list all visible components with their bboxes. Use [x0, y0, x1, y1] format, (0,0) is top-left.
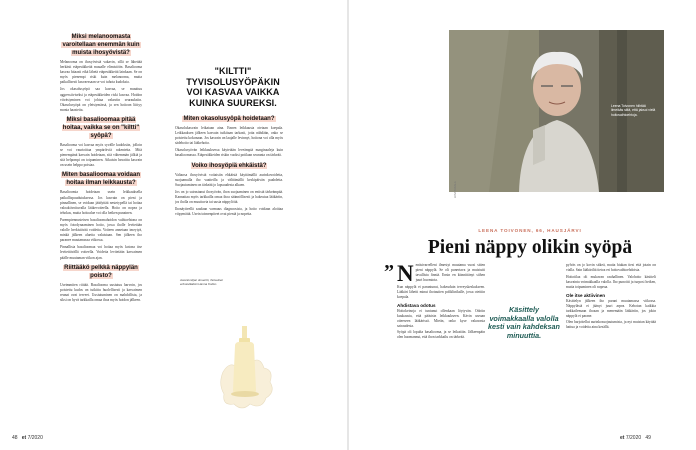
paragraph: Kun näppylä ei parantunut, hakeuduin terveyskeskukseen. Lääkäri lähetti minut ihotautien poliklinikalle, jossa otettiin koepala. — [397, 284, 485, 299]
right-column-2 — [566, 263, 656, 428]
paragraph: Valtaosa ihosyövistä voitaisiin ehkäistä käyttämällä aurinkovoidetta, suojaamalla iho vaatteilla ja välttämällä keskipäivän paahdetta. Suojautuminen on tärkeää jo lapsuudesta alkaen. — [175, 172, 283, 187]
paragraph: Käsittelyn jälkeen iho parani muutamassa viikossa. Näppylästä ei jäänyt juuri arpea. Kehotan kaikkia tarkkailemaan ihoaan ja menemään lääkäriin, jos jokin näppylä ei parane. — [566, 298, 656, 318]
subheading-anxious-wait: Ahdistava odotus — [397, 302, 436, 308]
paragraph: Jos okasolusyöpä saa kasvaa, se muuttuu aggressiiviseksi ja etäpesäkkeiden riski kasvaa. Hoidon viivästyminen voi johtaa vakaviin seurauksiin. Okasolusyöpä on yleistymässä, ja sen hoitoon liittyy monia haasteita. — [60, 87, 142, 112]
paragraph: Jos on jo sairastanut ihosyövän, ihon suojaaminen on entistä tärkeämpää. Kannattaa myös tarkkailla omaa ihoa säännöllisesti ja hakeutua lääkäriin, jos iholla on muuttuvia tai uusia näppylöitä. — [175, 189, 283, 205]
left-column-1 — [60, 30, 142, 430]
paragraph: Hoitotilaa oli mukavan rauhallinen. Valohoito käsitteli kasvainta voimakkaalla valolla. Iho punoitti ja turposi hetken, mutta toipuminen oli nopeaa. — [566, 274, 656, 289]
subheading-be-active: Ole itse aktiivinen — [566, 292, 606, 298]
paragraph: Useimmiten riittää. Basaliooma uusiutuu harvoin, jos poistettu kudos on tutkittu huolellisesti ja kasvaimen reunat ovat terveet. Uusiutuminen on mahdollista, ja siksi on hyvä tarkkailla omaa ihoa myös hoidon jälkeen. — [60, 282, 142, 302]
paragraph: Ihonäytteellä saadaan varmuus diagnoosista, ja hoito voidaan aloittaa viipymättä. Usein toimenpiteet ovat pieniä ja nopeita. — [175, 207, 283, 217]
folio-left — [12, 435, 43, 441]
quote-mark-icon: ” — [384, 261, 394, 283]
issue-number: 7/2020 — [27, 435, 43, 441]
subheading-basalioma: Miksi basalioomaa pitää hoitaa, vaikka se on "kiltti" syöpä? — [62, 116, 140, 139]
folio-right — [620, 435, 651, 441]
paragraph: Okasolusyövän leikkauksessa käytetään leveämpiä marginaaleja kuin basalioomassa. Etäpesäkkeiden riskin vuoksi potilaan seuranta on tärkeää. — [175, 148, 283, 158]
photo-credit: LIISA TAKALA — [454, 181, 457, 198]
mid-pull-quote: Käsittely voimakkaalla valolla kesti vain kahdeksan minuuttia. — [488, 305, 560, 340]
issue-number: 7/2020 — [625, 435, 642, 441]
drop-cap: N — [397, 263, 414, 286]
paragraph: Parempiennusteisen basalioomahoidon vaihtoehtona on myös fotodynaaminen hoito, jossa iholle levitetään valolle herkistävää voidetta. Voiteen annetaan imeytyä, minkä jälkeen aluetta valaistaan. Sen jälkeen iho paranee muutamassa viikossa. — [60, 217, 142, 243]
page-number: 49 — [645, 435, 651, 441]
paragraph: Syöpä oli lopulta basaliooma, ja se leikattiin. Jälkeenpäin olen huomannut, että ihon tarkkailu on tärkeää. — [397, 330, 485, 339]
subheading-removal: Riittääkö pelkkä näppylän poisto? — [64, 264, 138, 279]
subheading-melanoma: Miksi melanoomasta varoitellaan enemmän kuin muista ihosyövistä? — [62, 34, 140, 56]
paragraph: Hoitokeinoja ei tuntunut ollenkaan löytyvän. Odotin kuukausia, että pääsisin leikkaukseen. Kävin useaan otteeseen lääkärissä. Mietin, onko kyse vakavasta sairaudesta. — [397, 308, 485, 328]
paragraph: Olen harjoitellut aurinkosuojautumista, ja nyt muistan käyttää hattua ja voidetta aina kesällä. — [566, 320, 656, 329]
photo-caption: Leena Toivonen hiihtää ilmeikäs siitä, että jaksoi vielä hoitovaihtoehtoja. — [611, 104, 656, 117]
paragraph: pylväs on jo kovin sitkeä, mutta hiukan tiesi että jotain on vialla. Sain lääkäriltä tietoa eri hoitovaihtoehdoista. — [566, 263, 656, 272]
expert-caption: Asiantuntijan dosentti, ihotautien erikoislääkäri Hanna Kokko. — [180, 278, 224, 286]
pull-quote: "KILTTI" TYVISOLUSYÖPÄKIN VOI KASVAA VAIKKA KUINKA SUUREKSI. — [186, 66, 280, 108]
paragraph: Basaliooma voi kasvaa myös syvälle kudoksiin, jolloin se voi vaurioittaa ympäröiviä rakenteita. Mitä pienempänä kasvain hoidetaan, sitä vähemmän jälkiä ja sitä helpompi on toipuminen. Aikaisin havaittu kasvain on usein helppo poistaa. — [60, 142, 142, 168]
page-number: 48 — [12, 435, 18, 441]
paragraph: enäsivarrelleni ilmestyi muutama vuosi sitten pieni näppylä. Se oli punertava ja muistutti tavallista finniä. Ensin en kiinnittänyt siihen juuri huomiota. — [415, 263, 485, 282]
subheading-squamous: Miten okasolusyöpä hoidetaan? — [183, 116, 275, 122]
subheading-treatment: Miten basalioomaa voidaan hoitaa ilman leikkausta? — [61, 172, 141, 187]
magazine-brand: et — [21, 435, 27, 441]
paragraph: Pinnallista basalioomaa voi hoitaa myös kotona itse levitettävällä voiteella. Voidetta levitetään kasvaimen päälle muutaman viikon ajan. — [60, 245, 142, 260]
article-kicker: LEENA TOIVONEN, 66, HAUSJÄRVI — [478, 228, 582, 233]
magazine-brand: et — [620, 435, 625, 441]
article-title: Pieni näppy olikin syöpä — [427, 237, 633, 258]
paragraph: Okasolukasvain leikataan aina. Ennen leikkausta otetaan koepala. Leikkauksen jälkeen kasvain tutkitaan tarkasti, jotta nähdään, onko se poistettu kokonaan. Jos kasvain on laajalle levinnyt, hoitona voi olla myös sädehoito tai lääkehoito. — [175, 126, 283, 146]
right-column-1 — [397, 263, 485, 428]
left-column-3 — [175, 112, 283, 282]
subheading-prevention: Voiko ihosyöpiä ehkäistä? — [191, 162, 267, 169]
paragraph: Melanooma on ihosyövistä vakavin, sillä se lähettää herkästi etäpesäkkeitä muualle elimistöön. Basaliooma kasvaa hitaasti eikä lähetä etäpesäkkeitä lainkaan. Se on myös pienempi riski kuin melanooma, mutta paikallisesti kasvaessaan se voi tuhota kudoksia. — [60, 60, 142, 85]
left-page — [0, 0, 347, 450]
paragraph: Basalioomia hoidetaan usein leikkauksella paikallispuudutuksessa. Jos kasvain on pieni ja pinnallinen, se voidaan jäädyttää nestetypellä tai hoitaa valoaktivoituvalla lääkevoiteella. Hoito on nopea ja tehokas, mutta hoitoalue voi olla hetken punainen. — [60, 190, 142, 215]
sunscreen-bottle-image — [218, 320, 276, 412]
